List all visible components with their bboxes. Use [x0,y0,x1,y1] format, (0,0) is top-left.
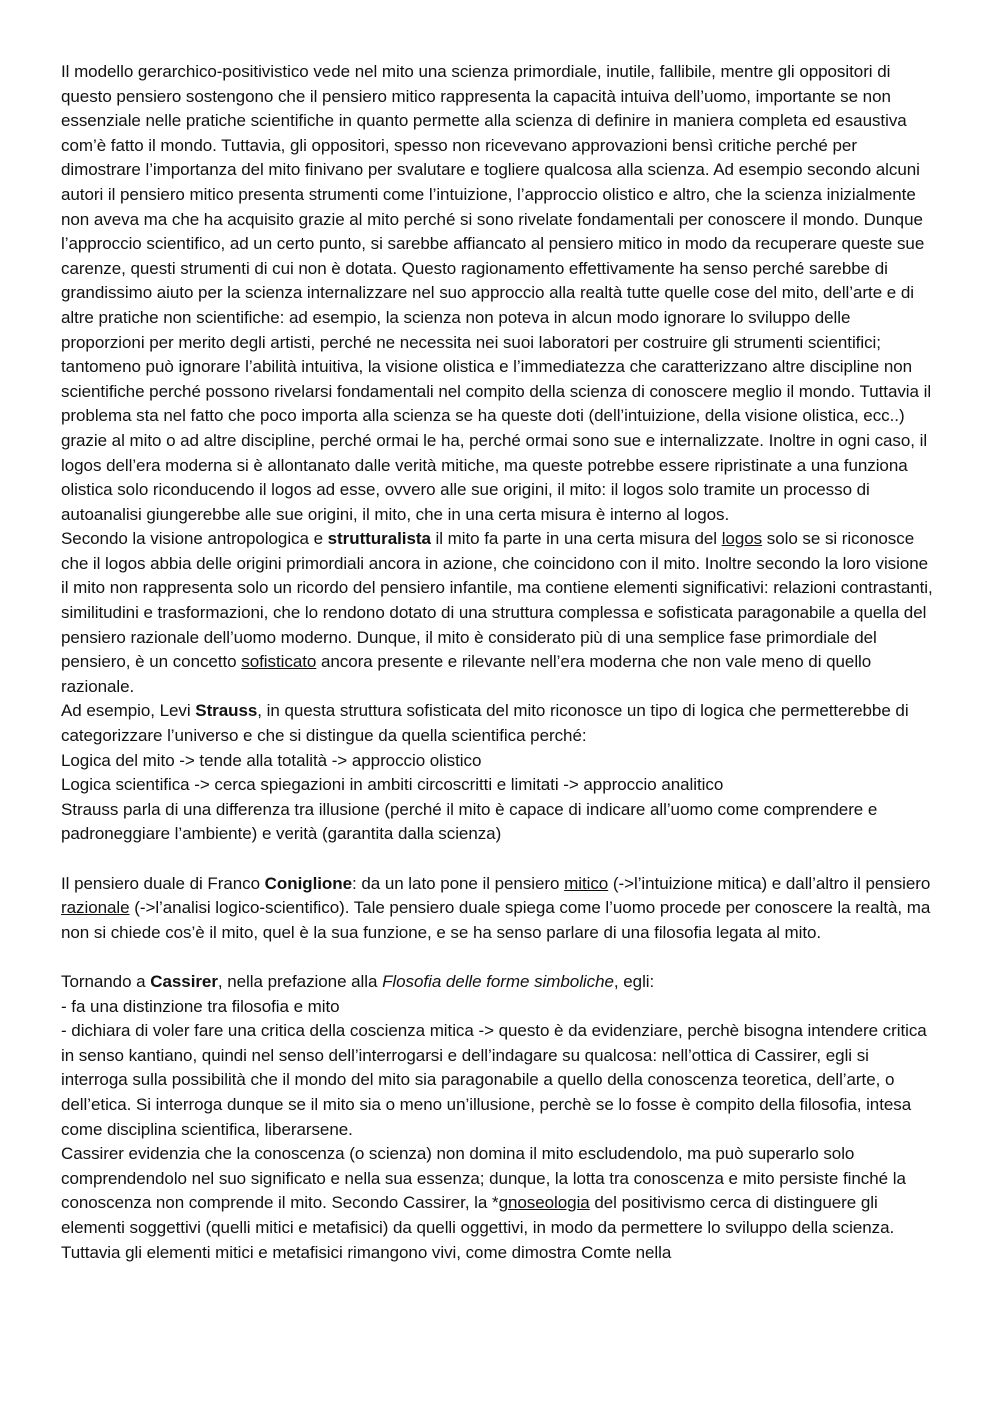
text-run: , nella prefazione alla [217,971,383,991]
underlined-term-logos: logos [721,529,763,549]
bold-term-coniglione: Coniglione [264,873,352,893]
bold-term-strauss: Strauss [195,701,258,721]
blank-line [61,945,938,970]
text-run: (->l’analisi logico-scientifico). Tale pensiero duale spiega come l’uomo procede per conoscere la realtà, ma non si chiede cos’è il mito, quel è la sua funzione, e se ha senso parlare di una filosofia legata al mito. [61,898,935,942]
text-run: : da un lato pone il pensiero [352,873,565,893]
text-run: Secondo la visione antropologica e [61,529,328,549]
text-run: ancora presente e rilevante nell’era moderna che non vale meno di quello razionale. [61,652,876,696]
bullet-distinzione: - fa una distinzione tra filosofia e mito [61,996,340,1016]
underlined-term-razionale: razionale [61,898,130,918]
underlined-term-mitico: mitico [564,873,609,893]
bold-term-strutturalista: strutturalista [327,529,431,549]
text-run: , egli: [613,971,655,991]
line-logica-del-mito: Logica del mito -> tende alla totalità -> approccio olistico [61,750,482,770]
text-run: Ad esempio, Levi [61,701,196,721]
paragraph-strauss-illusione: Strauss parla di una differenza tra illusione (perché il mito è capace di indicare all’uomo come comprendere e padroneggiare l’ambiente) e verità (garantita dalla scienza) [61,799,882,844]
paragraph-structuralism [61,527,938,699]
text-run: del positivismo cerca di distinguere gli elementi soggettivi (quelli mitici e metafisici) da quelli oggettivi, in modo da permettere lo sviluppo della scienza. Tuttavia gli elementi mitici e metafisici rimangono vivi, come dimostra Comte nella [61,1193,899,1262]
bold-term-cassirer: Cassirer [150,971,218,991]
line-logica-scientifica: Logica scientifica -> cerca spiegazioni in ambiti circoscritti e limitati -> approccio analitico [61,775,724,795]
text-run: (->l’intuizione mitica) e dall’altro il pensiero [608,873,935,893]
bullet-critica: - dichiara di voler fare una critica della coscienza mitica -> questo è da evidenziare, perchè bisogna intendere critica in senso kantiano, quindi nel senso dell’interrogarsi e dell’indagare su qualcosa: nell’ottica di Cassirer, egli si interroga sulla possibilità che il mondo del mito sia paragonabile a quello della conoscenza teoretica, dell’arte, o dell’etica. Si interroga dunque se il mito sia o meno un’illusione, perchè se lo fosse è compito della filosofia, intesa come disciplina scientifica, liberarsene. [61,1021,932,1139]
text-run: , in questa struttura sofisticata del mito riconosce un tipo di logica che permetterebbe di categorizzare l’universo e che si distingue da quella scientifica perché: [61,701,914,746]
text-run: Il pensiero duale di Franco [61,873,265,893]
blank-line [61,847,938,872]
text-run: Tornando a [61,971,151,991]
text-run: solo se si riconosce che il logos abbia delle origini primordiali ancora in azione, che coincidono con il mito. Inoltre secondo la loro visione il mito non rappresenta solo un ricordo del pensiero infantile, ma contiene elementi significativi: relazioni contrastanti, similitudini e trasformazioni, che lo rendono dotato di una struttura complessa e sofisticata paragonabile a quella del pensiero razionale dell’uomo moderno. Dunque, il mito è considerato più di una semplice fase primordiale del pensiero, è un concetto [61,529,938,672]
underlined-term-sofisticato: sofisticato [241,652,317,672]
paragraph-positivism: Il modello gerarchico-positivistico vede nel mito una scienza primordiale, inutile, fallibile, mentre gli oppositori di questo pensiero sostengono che il pensiero mitico rappresenta la capacità intuiva dell’uomo, importante se non essenziale nelle pratiche scientifiche in quanto permette alla scienza di definire in maniera completa ed esaustiva com’è fatto il mondo. Tuttavia, gli oppositori, spesso non ricevevano approvazioni bensì critiche perché per dimostrare l’importanza del mito finivano per svalutare e togliere qualcosa alla scienza. Ad esempio secondo alcuni autori il pensiero mitico presenta strumenti come l’intuizione, l’approccio olistico e altro, che la scienza inizialmente non aveva ma che ha acquisito grazie al mito perché si sono rivelate fondamentali per conoscere il mondo. Dunque l’approccio scientifico, ad un certo punto, si sarebbe affiancato al pensiero mitico in modo da recuperare queste sue carenze, questi strumenti di cui non è dotata. Questo ragionamento effettivamente ha senso perché sarebbe di grandissimo aiuto per la scienza internalizzare nel suo approccio alla realtà tutte quelle cose del mito, dell’arte e di altre pratiche non scientifiche: ad esempio, la scienza non poteva in alcun modo ignorare lo sviluppo delle proporzioni per merito degli artisti, perché ne necessita nei suoi laboratori per costruire gli strumenti scientifici; tantomeno può ignorare l’abilità intuitiva, la visione olistica e l’immediatezza che caratterizzano altre discipline non scientifiche perché possono rivelarsi fondamentali nel compito della scienza di conoscere meglio il mondo. Tuttavia il problema sta nel fatto che poco importa alla scienza se ha queste doti (dell’intuizione, della visione olistica, ecc..) grazie al mito o ad altre discipline, perché ormai le ha, perché ormai sono sue e internalizzate. Inoltre in ogni caso, il logos dell’era moderna si è allontanato dalle verità mitiche, ma queste potrebbe essere ripristinate a una funziona olistica solo riconducendo il logos ad esse, ovvero alle sue origini, il mito: il logos solo tramite un processo di autoanalisi giungerebbe alle sue origini, il mito, che in una certa misura è interno al logos. [61,62,936,524]
paragraph-coniglione [61,872,938,946]
paragraph-cassirer-intro [61,970,938,995]
paragraph-cassirer-gnoseologia [61,1142,938,1265]
paragraph-levi-strauss [61,699,938,748]
italic-title-filosofia: Flosofia delle forme simboliche [382,971,614,991]
text-run: Cassirer evidenzia che la conoscenza (o scienza) non domina il mito escludendolo, ma può superarlo solo comprendendolo nel suo significato e nella sua essenza; dunque, la lotta tra conoscenza e mito persiste finché la conoscenza non comprende il mito. Secondo Cassirer, la * [61,1144,911,1213]
text-run: il mito fa parte in una certa misura del [430,529,722,549]
underlined-term-gnoseologia: gnoseologia [498,1193,590,1213]
